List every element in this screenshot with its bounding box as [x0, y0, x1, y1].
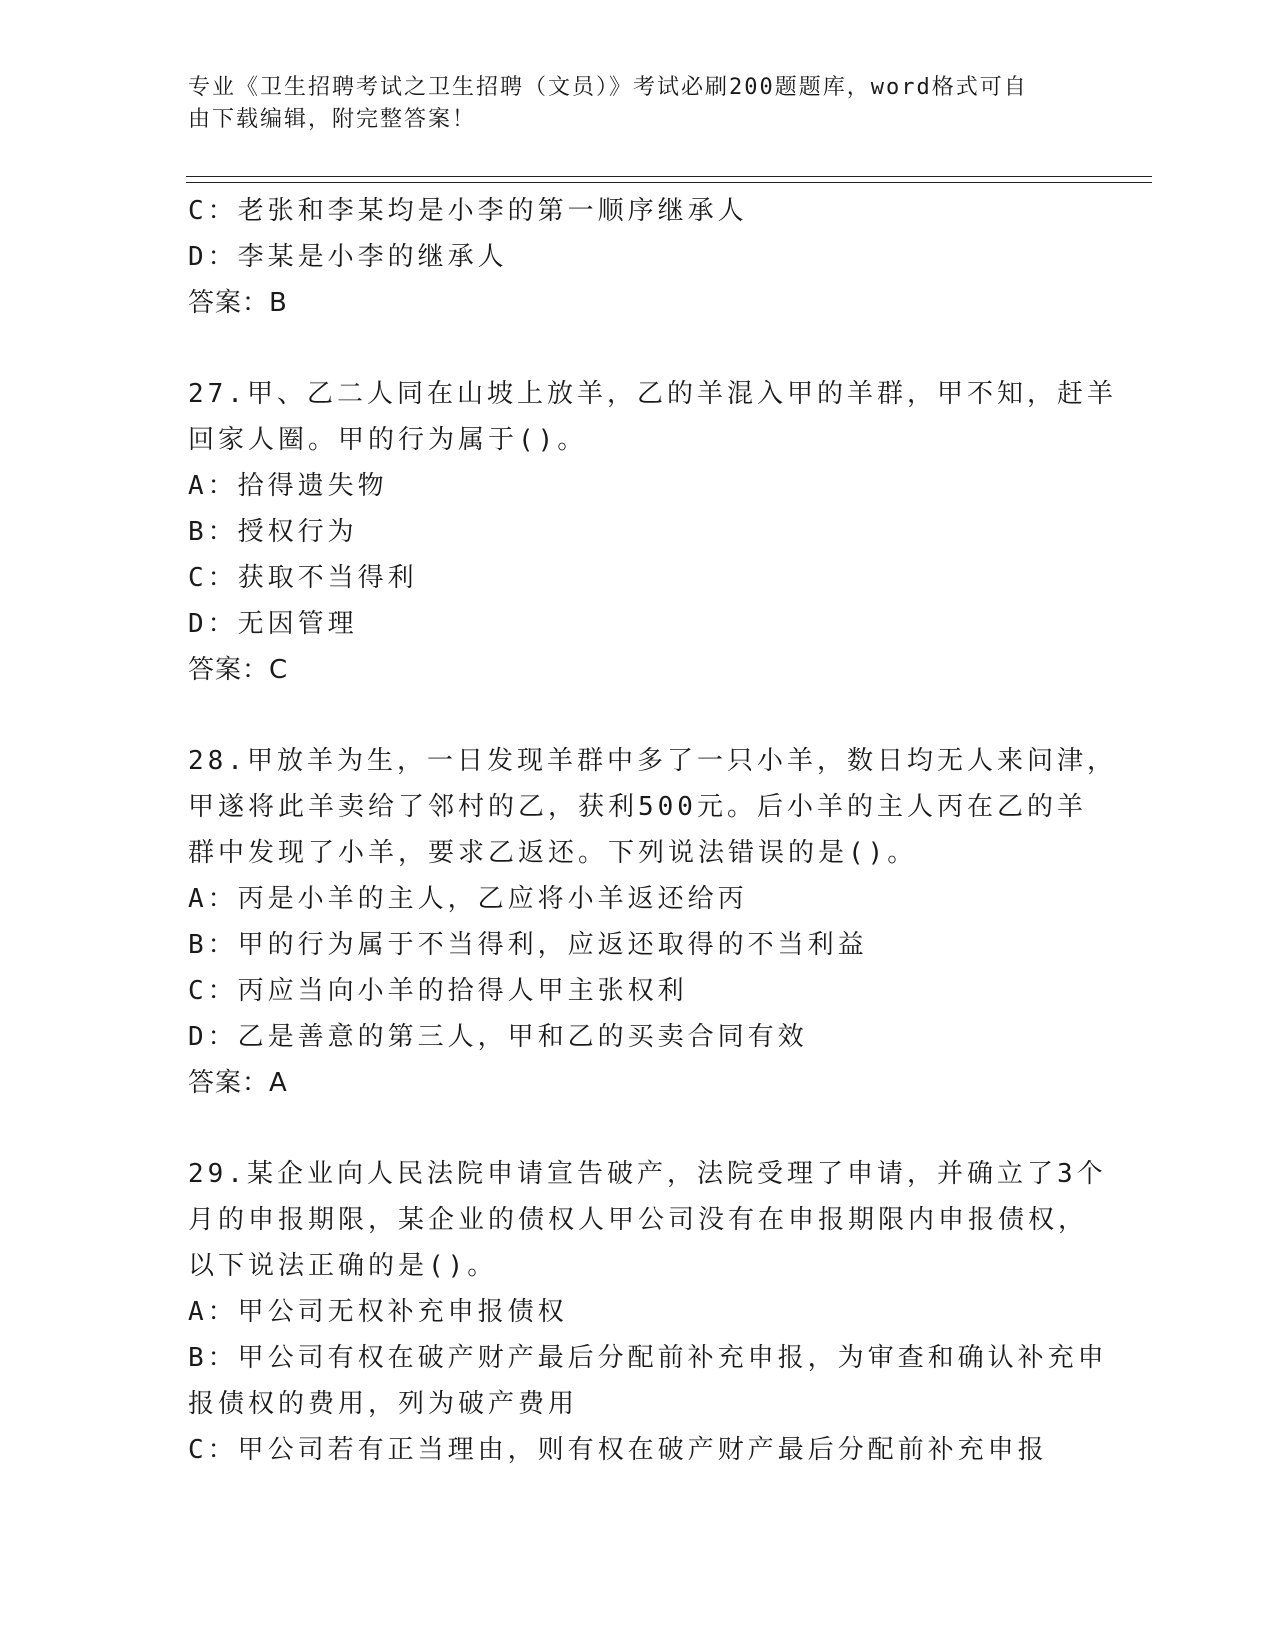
q27-stem-line-1: 27.甲、乙二人同在山坡上放羊，乙的羊混入甲的羊群，甲不知，赶羊	[188, 379, 1117, 409]
question-content	[188, 188, 1117, 1473]
q27-option-a: A：拾得遗失物	[188, 471, 388, 501]
q29-option-c: C：甲公司若有正当理由，则有权在破产财产最后分配前补充申报	[188, 1435, 1048, 1465]
q29-stem-line-1: 29.某企业向人民法院申请宣告破产，法院受理了申请，并确立了3个	[188, 1159, 1107, 1189]
q26-option-c: C：老张和李某均是小李的第一顺序继承人	[188, 196, 748, 226]
document-header	[188, 72, 1068, 136]
q29-option-a: A：甲公司无权补充申报债权	[188, 1297, 568, 1327]
q28-answer: 答案：A	[188, 1068, 288, 1098]
q27-stem-line-2: 回家人圈。甲的行为属于()。	[188, 425, 588, 455]
q28-stem-line-3: 群中发现了小羊，要求乙返还。下列说法错误的是()。	[188, 838, 918, 868]
q27-option-d: D：无因管理	[188, 609, 358, 639]
q28-option-c: C：丙应当向小羊的拾得人甲主张权利	[188, 976, 688, 1006]
q29-option-b-line-2: 报债权的费用，列为破产费用	[188, 1389, 579, 1419]
q27-option-b: B：授权行为	[188, 517, 358, 547]
header-title-line-2: 由下载编辑，附完整答案！	[188, 107, 477, 132]
spacer	[188, 326, 1088, 371]
spacer	[188, 1106, 1088, 1151]
spacer	[188, 693, 1088, 738]
q26-option-d: D：李某是小李的继承人	[188, 242, 508, 272]
q28-stem-line-1: 28.甲放羊为生，一日发现羊群中多了一只小羊，数日均无人来问津，	[188, 746, 1117, 776]
q27-option-c: C：获取不当得利	[188, 563, 418, 593]
q29-stem-line-3: 以下说法正确的是()。	[188, 1251, 498, 1281]
q28-option-a: A：丙是小羊的主人，乙应将小羊返还给丙	[188, 884, 748, 914]
q29-option-b-line-1: B：甲公司有权在破产财产最后分配前补充申报，为审查和确认补充申	[188, 1343, 1108, 1373]
header-divider-bottom	[186, 182, 1152, 183]
q26-answer: 答案：B	[188, 288, 288, 318]
q29-stem-line-2: 月的申报期限，某企业的债权人甲公司没有在申报期限内申报债权，	[188, 1205, 1089, 1235]
q28-option-b: B：甲的行为属于不当得利，应返还取得的不当利益	[188, 930, 868, 960]
q28-option-d: D：乙是善意的第三人，甲和乙的买卖合同有效	[188, 1022, 808, 1052]
q27-answer: 答案：C	[188, 655, 289, 685]
header-divider-top	[186, 176, 1152, 177]
header-title-line-1: 专业《卫生招聘考试之卫生招聘（文员）》考试必刷200题题库，word格式可自	[188, 75, 1028, 100]
q28-stem-line-2: 甲遂将此羊卖给了邻村的乙，获利500元。后小羊的主人丙在乙的羊	[188, 792, 1087, 822]
